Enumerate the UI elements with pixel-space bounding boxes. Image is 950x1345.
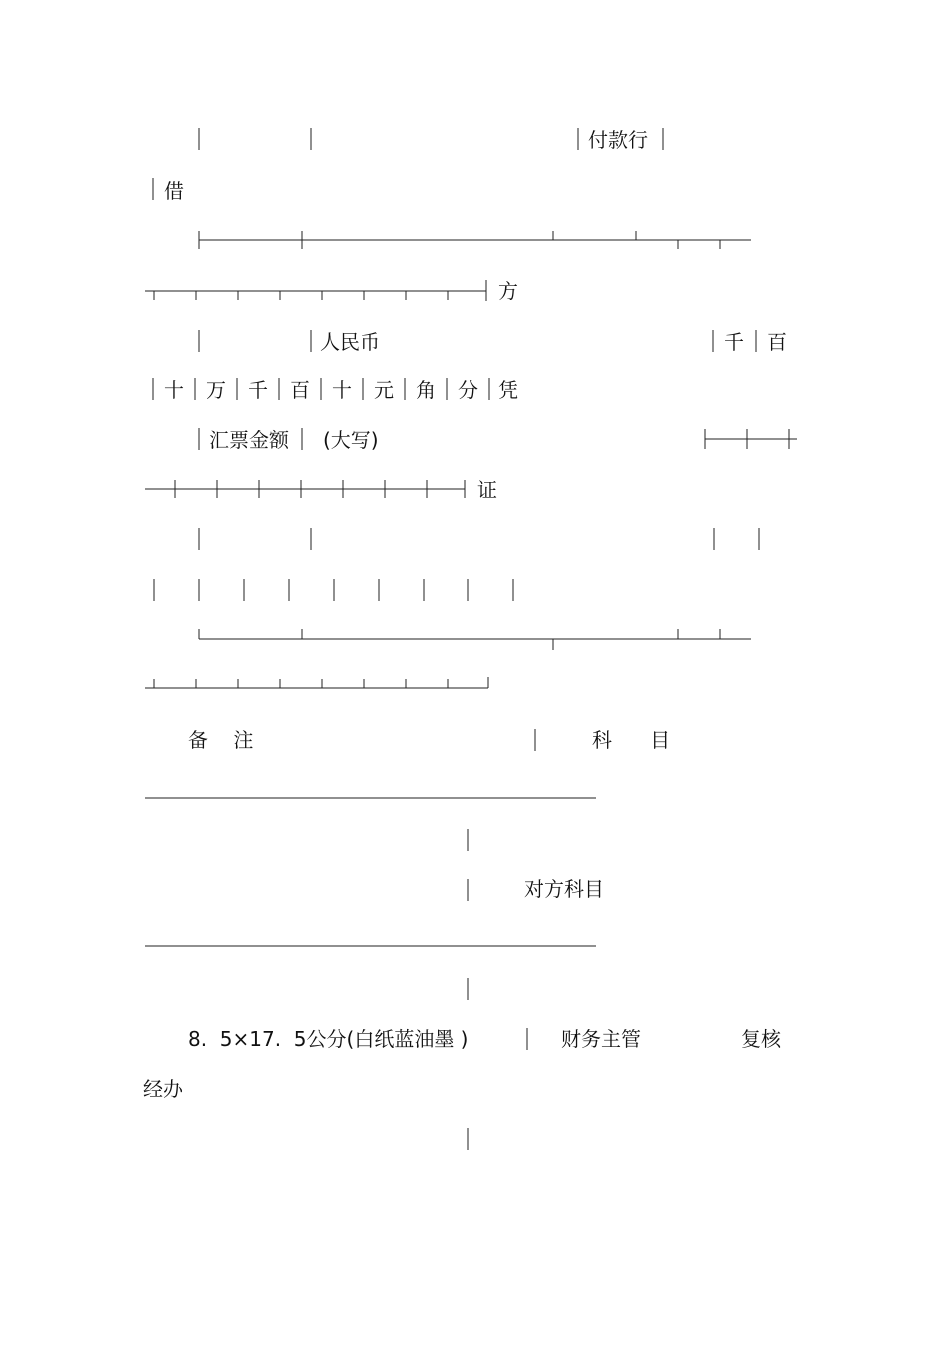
voucher-label: 凭 xyxy=(498,378,518,402)
draft-amount-label: 汇票金额 xyxy=(209,428,289,452)
certificate-label: 证 xyxy=(477,478,497,502)
digit-unit-label: 角 xyxy=(416,378,436,402)
digit-unit-label: 百 xyxy=(290,378,310,402)
digit-unit-label: 分 xyxy=(458,378,478,402)
side-label: 方 xyxy=(498,279,518,303)
digit-unit-label: 元 xyxy=(374,378,394,402)
review-label: 复核 xyxy=(741,1027,781,1051)
counter-subject-label: 对方科目 xyxy=(524,877,604,901)
digit-unit-label: 千 xyxy=(248,378,268,402)
size-note: 8. 5×17. 5公分(白纸蓝油墨 ) xyxy=(188,1027,469,1051)
unit-thousand-label: 千 xyxy=(724,330,744,354)
digit-unit-label: 十 xyxy=(332,378,352,402)
rmb-label: 人民币 xyxy=(320,330,380,354)
uppercase-label: (大写) xyxy=(323,428,379,452)
digit-unit-label: 万 xyxy=(206,378,226,402)
unit-hundred-label: 百 xyxy=(767,330,787,354)
subject-label: 科 目 xyxy=(592,728,671,752)
debit-label: 借 xyxy=(164,179,184,203)
finance-supervisor-label: 财务主管 xyxy=(561,1027,641,1051)
digit-unit-label: 十 xyxy=(164,378,184,402)
handler-label: 经办 xyxy=(143,1077,183,1101)
remarks-label: 备 注 xyxy=(188,728,254,752)
payer-bank-label: 付款行 xyxy=(588,128,648,152)
